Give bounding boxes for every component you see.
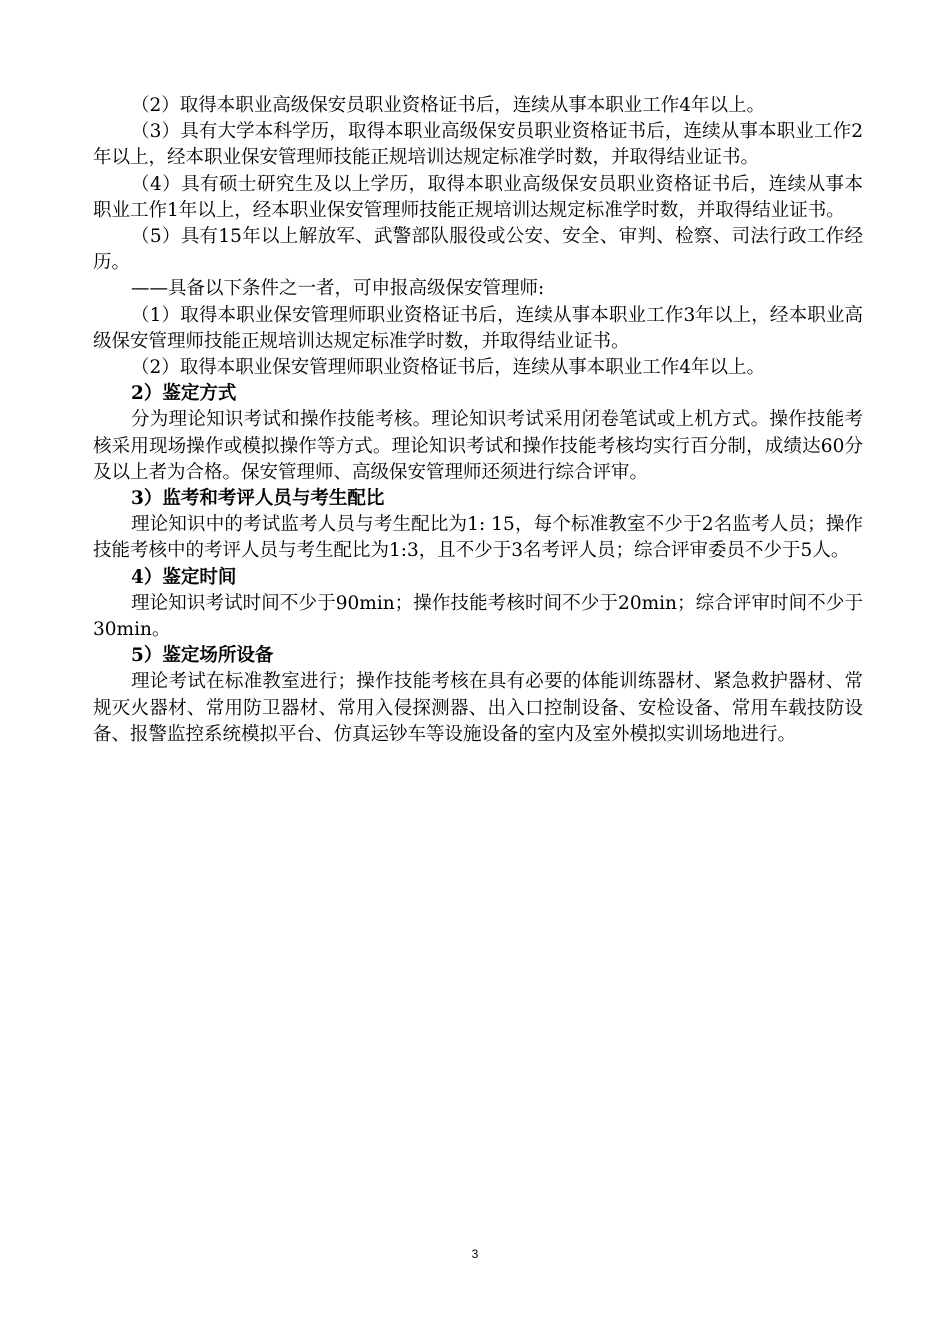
section-heading-venue-equipment: 5）鉴定场所设备	[131, 645, 274, 667]
paragraph-item-2-condition: （2）取得本职业高级保安员职业资格证书后，连续从事本职业工作4年以上。	[131, 95, 766, 116]
section-heading-proctor-ratio: 3）监考和考评人员与考生配比	[131, 488, 385, 510]
paragraph-venue-equipment: 理论考试在标准教室进行；操作技能考核在具有必要的体能训练器材、紧急救护器材、常规灭火器材、常用防卫器材、常用入侵探测器、出入口控制设备、安检设备、常用车载技防设备、报警监控系统模拟平台、仿真运钞车等设施设备的室内及室外模拟实训场地进行。	[93, 671, 863, 745]
paragraph-senior-item-2: （2）取得本职业保安管理师职业资格证书后，连续从事本职业工作4年以上。	[131, 357, 766, 379]
paragraph-appraisal-time: 理论知识考试时间不少于90min；操作技能考核时间不少于20min；综合评审时间不少于30min。	[93, 592, 863, 641]
paragraph-proctor-ratio: 理论知识中的考试监考人员与考生配比为1: 15，每个标准教室不少于2名监考人员；操作技能考核中的考评人员与考生配比为1:3，且不少于3名考评人员；综合评审委员不少于5人。	[93, 514, 863, 562]
paragraph-senior-manager-intro: ——具备以下条件之一者，可申报高级保安管理师:	[131, 278, 545, 300]
paragraph-senior-item-1: （1）取得本职业保安管理师职业资格证书后，连续从事本职业工作3年以上，经本职业高级保安管理师技能正规培训达规定标准学时数，并取得结业证书。	[93, 304, 863, 352]
paragraph-appraisal-method: 分为理论知识考试和操作技能考核。理论知识考试采用闭卷笔试或上机方式。操作技能考核采用现场操作或模拟操作等方式。理论知识考试和操作技能考核均实行百分制，成绩达60分及以上者为合格。保安管理师、高级保安管理师还须进行综合评审。	[93, 409, 863, 483]
document-page	[93, 93, 863, 748]
paragraph-item-5-condition: （5）具有15年以上解放军、武警部队服役或公安、安全、审判、检察、司法行政工作经历。	[93, 226, 863, 274]
paragraph-item-4-condition: （4）具有硕士研究生及以上学历，取得本职业高级保安员职业资格证书后，连续从事本职业工作1年以上，经本职业保安管理师技能正规培训达规定标准学时数，并取得结业证书。	[93, 173, 863, 221]
paragraph-item-3-condition: （3）具有大学本科学历，取得本职业高级保安员职业资格证书后，连续从事本职业工作2年以上，经本职业保安管理师技能正规培训达规定标准学时数，并取得结业证书。	[93, 121, 863, 169]
section-heading-appraisal-time: 4）鉴定时间	[131, 566, 237, 588]
page-number: 3	[471, 1247, 479, 1261]
section-heading-appraisal-method: 2）鉴定方式	[131, 383, 237, 405]
